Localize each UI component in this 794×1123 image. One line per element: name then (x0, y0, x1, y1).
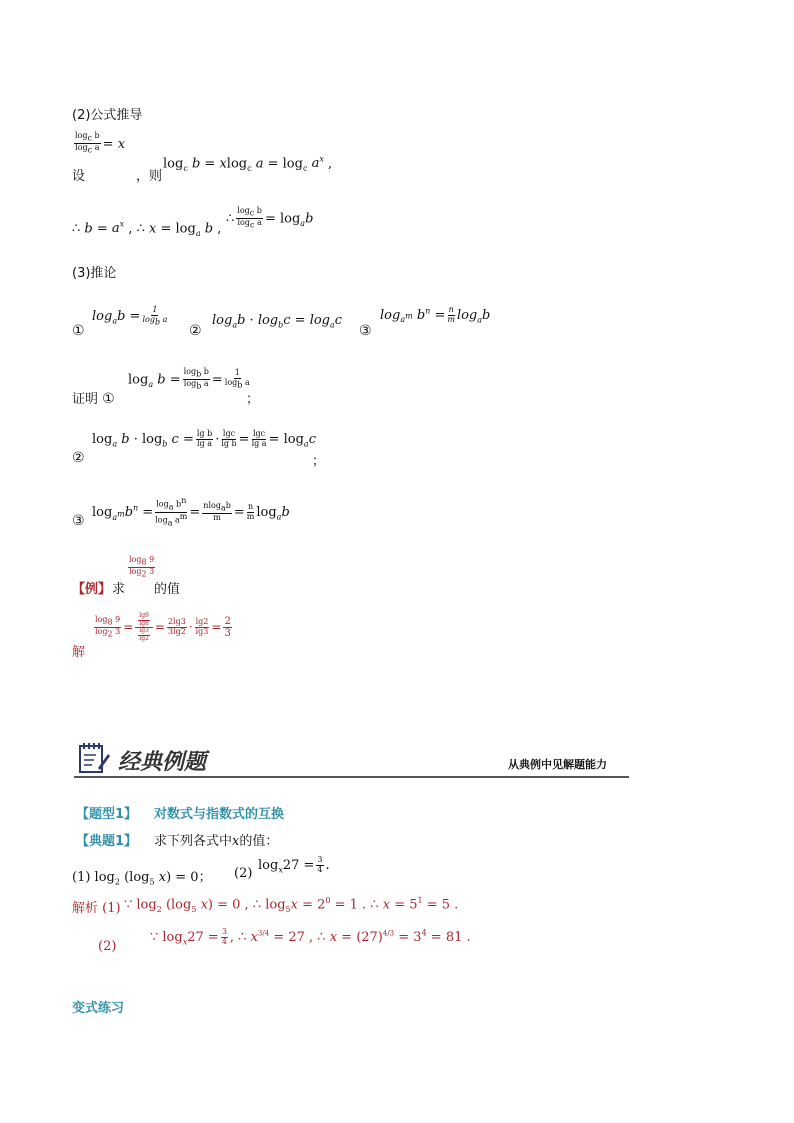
derivation-eq-3: ∴ $\frac{\log_c b}{\log_c a}$ = $\log_ab$ (226, 206, 314, 230)
banner-divider (74, 776, 629, 778)
problem-2-formula: $\log_x27$ = $\frac{3}{4}$ . (258, 855, 330, 875)
derivation-eq-1: $\log_c b = xlog_c$ $a = \log_c a^x$ , (163, 155, 333, 173)
problem-2-label: (2) (234, 866, 253, 881)
assume-fraction: $\frac{\log_c b}{\log_c a}$ (75, 131, 100, 155)
proof-1-formula: $\log_a b$ = $\frac{\log_b b}{\log_b a}$ = $\frac{1}{\log_b a}$ (128, 367, 250, 391)
corollary-2-formula: $\log_ab \cdot \log_bc = \log_ac$ (212, 313, 343, 330)
proof-2-marker: ② (72, 450, 85, 466)
notebook-icon (76, 740, 112, 776)
dian1-label: 【典题1】 (76, 834, 138, 849)
she-label: 设 (72, 169, 86, 184)
example-tag: 【例】 (72, 582, 112, 597)
corollary-2-marker: ② (189, 323, 202, 339)
proof-2-formula: $\log_a b \cdot \log_b c$ = $\frac{\text{lg b}}{\text{lg a}}$ · $\frac{\lg c}{\text{lg b}}$ = $\frac{\lg c}{\text{lg a}}$ = $\log_ac$ (92, 429, 316, 449)
example-solution-formula: $\frac{\log_8 9}{\log_2 3}$ = $\frac{\frac{\lg 9}{\lg 8}}{\frac{\lg 3}{\lg 2}}$ = $\frac{2\lg 3}{3\lg 2}$ · $\frac{\lg 2}{\lg 3}$ = $\frac{2}{3}$ (95, 612, 231, 642)
corollary-3-marker: ③ (359, 323, 372, 339)
analysis-2-formula: ∵ $\log_x27$ = $\frac{3}{4}$ , ∴ $x^{3/4} = 27$ , ∴ $x = (27)^{4/3} = 3^4 = 81$ . (150, 927, 471, 947)
example-solution-label: 解 (72, 645, 86, 660)
example-ask: 求 (112, 582, 126, 597)
banner-subtitle: 从典例中见解题能力 (508, 758, 607, 771)
analysis-label: 解析 (1) (72, 901, 121, 916)
proof-1-semicolon: ； (246, 392, 260, 407)
derivation-eq-2: ∴ $b = a^x$ , ∴ $x = \log_a b$ , (72, 220, 222, 238)
corollary-3-formula: $\log_{a^m} b^n$ = $\frac{n}{m}$ $\log_ab$ (380, 305, 491, 325)
variant-label: 变式练习 (72, 1001, 125, 1016)
derivation-line-1: $\frac{\log_c b}{\log_c a}$ $^{= x}$ (75, 131, 126, 155)
ze-label: ，则 (136, 169, 163, 184)
example-fraction: $\frac{\log_8 9}{\log_2 3}$ (129, 555, 155, 579)
proof-1-marker: ① (102, 391, 115, 407)
analysis-1-formula: ∵ $\log_2 (\log_5$ x) = 0 , ∴ $\log_5x = 2^0 = 1$ . ∴ $x = 5^1 = 5$ . (124, 896, 459, 914)
type1-title: 对数式与指数式的互换 (154, 807, 285, 822)
corollary-1-marker: ① (72, 323, 85, 339)
corollary-1-formula: $\log_ab$ = $\frac{1}{\log_b a}$ (92, 305, 168, 327)
proof-3-formula: $\log_{a^m}b^n$ = $\frac{\log_a b^n}{\log_a a^m}$ = $\frac{nlog_ab}{m}$ = $\frac{n}{m}$ $\log_ab$ (92, 496, 290, 528)
dian1-prompt: 求下列各式中x的值： (154, 834, 279, 849)
problem-1: (1) $\log_2 (\log_5$ x) = 0； (72, 870, 212, 887)
proof-2-semicolon: ； (312, 454, 326, 469)
banner-title: 经典例题 (118, 750, 207, 775)
analysis-2-label: (2) (98, 939, 117, 954)
proof-3-marker: ③ (72, 513, 85, 529)
type1-label: 【题型1】 (76, 807, 138, 822)
proof-label: 证明 ① (72, 391, 115, 407)
section-heading-derivation: (2)公式推导 (72, 108, 143, 123)
example-tail: 的值 (154, 582, 181, 597)
section-heading-corollary: (3)推论 (72, 266, 117, 281)
